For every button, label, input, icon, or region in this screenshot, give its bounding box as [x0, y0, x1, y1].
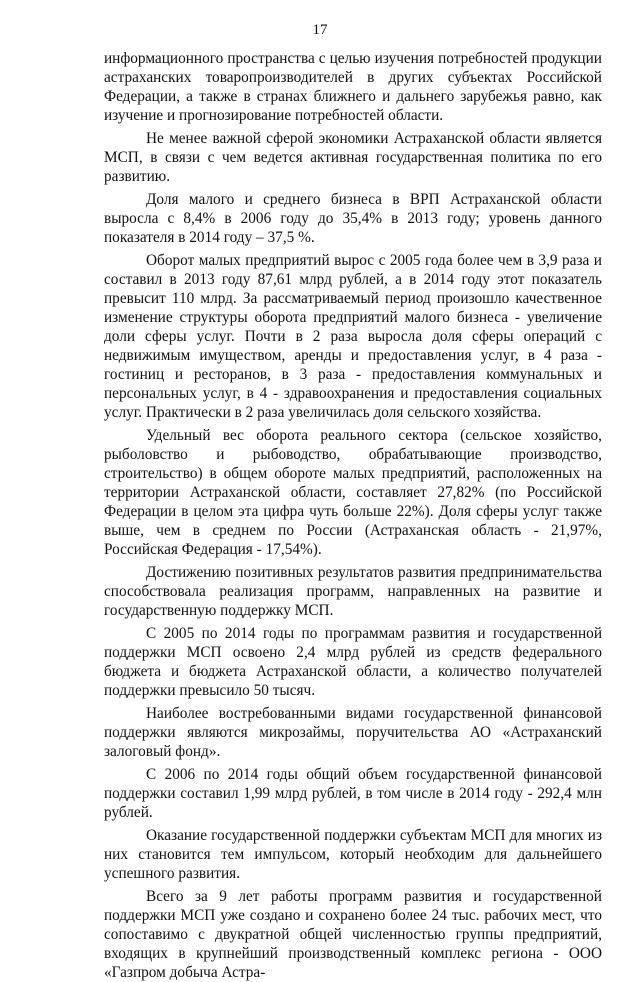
paragraph-grp-share: Доля малого и среднего бизнеса в ВРП Астраханской области выросла с 8,4% в 2006 году до 35,4% в 2013 году; уровень данного показателя в 2014 году – 37,5 %. — [104, 191, 602, 246]
paragraph-continuation: информационного пространства с целью изучения потребностей продукции астраханских товаропроизводителей в других субъектах Российской Федерации, а также в странах ближнего и дальнего зарубежья равно, как изучение и прогнозирование потребностей области. — [104, 50, 602, 124]
body-text — [104, 49, 602, 982]
paragraph-msp-importance: Не менее важной сферой экономики Астраханской области является МСП, в связи с чем ведется активная государственная политика по его развитию. — [104, 130, 602, 185]
paragraph-funding-2005-2014: С 2005 по 2014 годы по программам развития и государственной поддержки МСП освоено 2,4 млрд рублей из средств федерального бюджета и бюджета Астраханской области, а количество получателей поддержки превысило 50 тысяч. — [104, 625, 602, 699]
paragraph-turnover-growth: Оборот малых предприятий вырос с 2005 года более чем в 3,9 раза и составил в 2013 году 87,61 млрд рублей, а в 2014 году этот показатель превысит 110 млрд. За рассматриваемый период произошло качественное изменение структуры оборота предприятий малого бизнеса - увеличение доли сферы услуг. Почти в 2 раза выросла доля сферы операций с недвижимым имуществом, аренды и предоставления услуг, в 4 раза - гостиниц и ресторанов, в 3 раза - предоставления коммунальных и персональных услуг, в 4 - здравоохранения и предоставления социальных услуг. Практически в 2 раза увеличилась доля сельского хозяйства. — [104, 252, 602, 421]
paragraph-support-types: Наиболее востребованными видами государственной финансовой поддержки являются микрозаймы, поручительства АО «Астраханский залоговый фонд». — [104, 705, 602, 760]
paragraph-impulse: Оказание государственной поддержки субъектам МСП для многих из них становится тем импульсом, который необходим для дальнейшего успешного развития. — [104, 827, 602, 882]
paragraph-real-sector-share: Удельный вес оборота реального сектора (сельское хозяйство, рыболовство и рыбоводство, обрабатывающие производство, строительство) в общем обороте малых предприятий, расположенных на территории Астраханской области, составляет 27,82% (по Российской Федерации в целом эта цифра чуть больше 22%). Доля сферы услуг также выше, чем в среднем по России (Астраханская область - 21,97%, Российская Федерация - 17,54%). — [104, 427, 602, 558]
paragraph-jobs-created: Всего за 9 лет работы программ развития и государственной поддержки МСП уже создано и сохранено более 24 тыс. рабочих мест, что сопоставимо с двукратной общей численностью группы предприятий, входящих в крупнейший производственный комплекс региона - ООО «Газпром добыча Астра- — [104, 888, 602, 981]
paragraph-programs: Достижению позитивных результатов развития предпринимательства способствовала реализация программ, направленных на развитие и государственную поддержку МСП. — [104, 564, 602, 619]
paragraph-financial-support: С 2006 по 2014 годы общий объем государственной финансовой поддержки составил 1,99 млрд рублей, в том числе в 2014 году - 292,4 млн рублей. — [104, 766, 602, 821]
page-number: 17 — [312, 22, 328, 38]
